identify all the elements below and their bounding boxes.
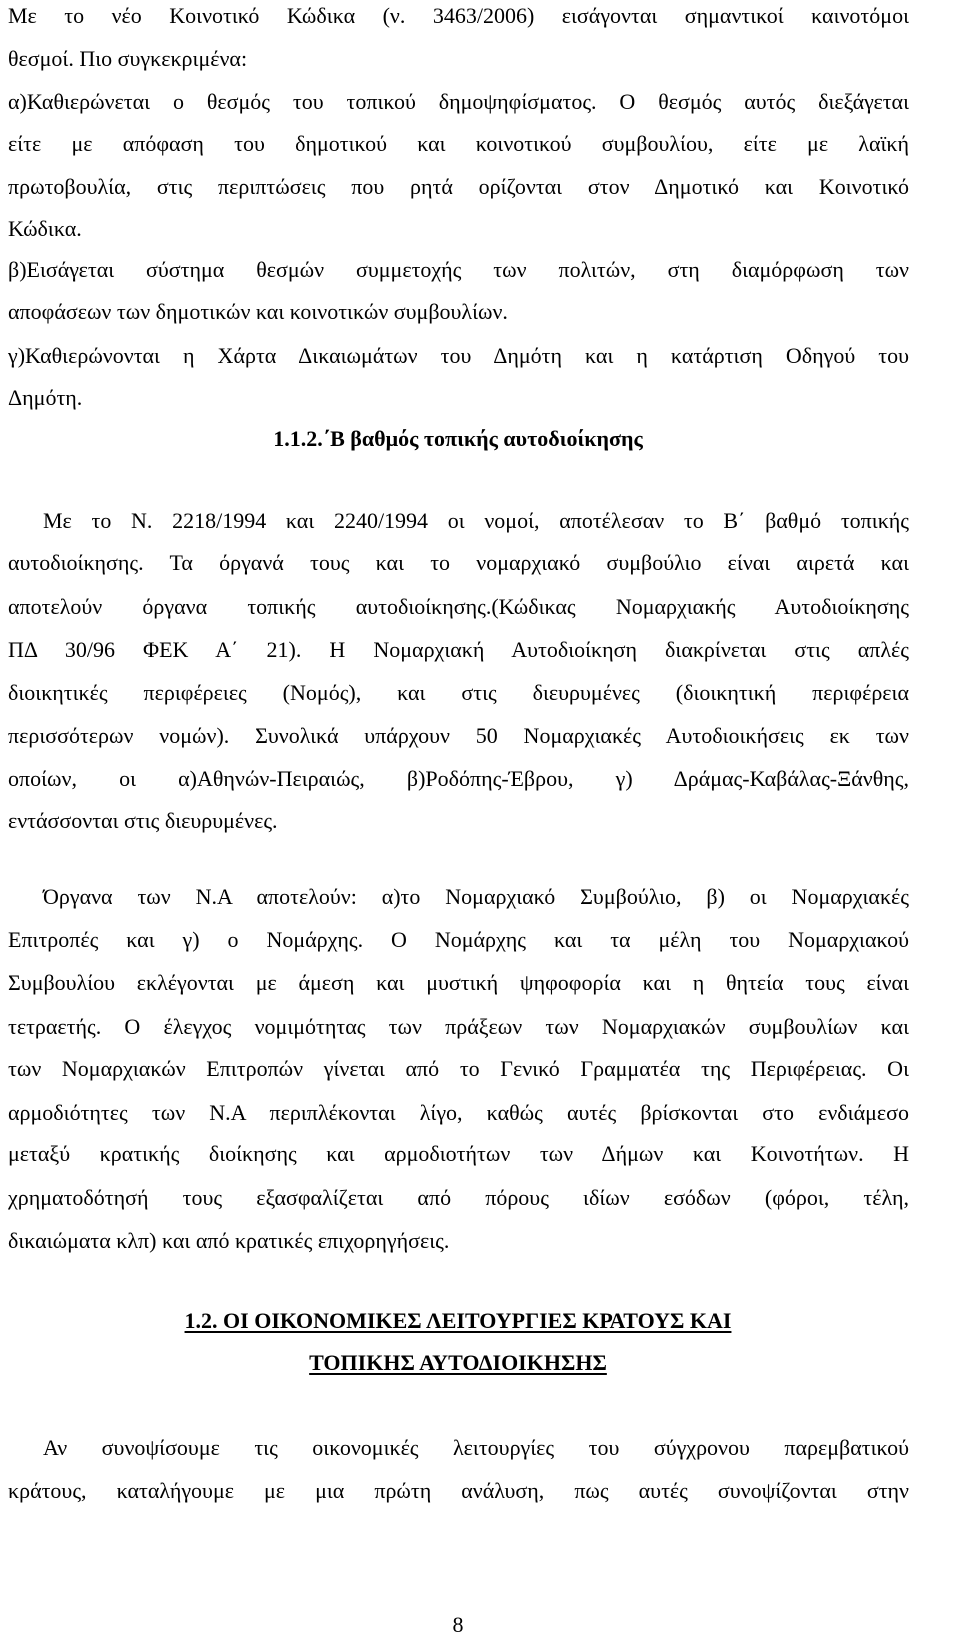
text-line: αυτοδιοίκησης. Τα όργανά τους και το νομαρχιακό συμβούλιο είναι αιρετά και [8, 550, 909, 575]
text-line: γ)Καθιερώνονται η Χάρτα Δικαιωμάτων του Δημότη και η κατάρτιση Οδηγού του [8, 343, 909, 368]
text-line: β)Εισάγεται σύστημα θεσμών συμμετοχής των πολιτών, στη διαμόρφωση των [8, 257, 909, 282]
text-line: Κώδικα. [8, 216, 82, 241]
section-heading-line-2 [0, 1350, 916, 1376]
section-heading-text: 1.2. ΟΙ ΟΙΚΟΝΟΜΙΚΕΣ ΛΕΙΤΟΥΡΓΙΕΣ ΚΡΑΤΟΥΣ ΚΑΙ [184, 1308, 732, 1333]
text-line: α)Καθιερώνεται ο θεσμός του τοπικού δημοψηφίσματος. Ο θεσμός αυτός διεξάγεται [8, 89, 909, 114]
text-line: αποτελούν όργανα τοπικής αυτοδιοίκησης.(Κώδικας Νομαρχιακής Αυτοδιοίκησης [8, 594, 909, 619]
text-line: μεταξύ κρατικής διοίκησης και αρμοδιοτήτων των Δήμων και Κοινοτήτων. Η [8, 1141, 909, 1166]
text-line: Επιτροπές και γ) ο Νομάρχης. Ο Νομάρχης και τα μέλη του Νομαρχιακού [8, 927, 909, 952]
text-line: περισσότερων νομών). Συνολικά υπάρχουν 50 Νομαρχιακές Αυτοδιοικήσεις εκ των [8, 723, 909, 748]
text-line: είτε με απόφαση του δημοτικού και κοινοτικού συμβουλίου, είτε με λαϊκή [8, 131, 909, 156]
text-line: οποίων, οι α)Αθηνών-Πειραιώς, β)Ροδόπης-Έβρου, γ) Δράμας-Καβάλας-Ξάνθης, [8, 766, 909, 791]
text-line: διοικητικές περιφέρειες (Νομός), και στις διευρυμένες (διοικητική περιφέρεια [8, 680, 909, 705]
text-line: Όργανα των Ν.Α αποτελούν: α)το Νομαρχιακό Συμβούλιο, β) οι Νομαρχιακές [43, 884, 909, 909]
subsection-heading: 1.1.2.΄Β βαθμός τοπικής αυτοδιοίκησης [273, 426, 643, 451]
text-line: εντάσσονται στις διευρυμένες. [8, 808, 278, 833]
text-line: Δημότη. [8, 385, 83, 410]
text-line: των Νομαρχιακών Επιτροπών γίνεται από το Γενικό Γραμματέα της Περιφέρειας. Οι [8, 1056, 909, 1081]
text-line: δικαιώματα κλπ) και από κρατικές επιχορηγήσεις. [8, 1228, 450, 1253]
section-heading-line-1 [0, 1308, 916, 1334]
text-line: Συμβουλίου εκλέγονται με άμεση και μυστική ψηφοφορία και η θητεία τους είναι [8, 970, 909, 995]
text-line: ΠΔ 30/96 ΦΕΚ Α΄ 21). Η Νομαρχιακή Αυτοδιοίκηση διακρίνεται στις απλές [8, 637, 909, 662]
text-line: Με το Ν. 2218/1994 και 2240/1994 οι νομοί, αποτέλεσαν το Β΄ βαθμό τοπικής [43, 508, 909, 533]
text-line: τετραετής. Ο έλεγχος νομιμότητας των πράξεων των Νομαρχιακών συμβουλίων και [8, 1014, 909, 1039]
text-line: Αν συνοψίσουμε τις οικονομικές λειτουργίες του σύγχρονου παρεμβατικού [43, 1435, 909, 1460]
text-line: πρωτοβουλία, στις περιπτώσεις που ρητά ορίζονται στον Δημοτικό και Κοινοτικό [8, 174, 909, 199]
text-line: Με το νέο Κοινοτικό Κώδικα (ν. 3463/2006) εισάγονται σημαντικοί καινοτόμοι [8, 3, 909, 28]
text-line: θεσμοί. Πιο συγκεκριμένα: [8, 46, 248, 71]
page-number: 8 [452, 1612, 464, 1637]
text-line: αρμοδιότητες των Ν.Α περιπλέκονται λίγο, καθώς αυτές βρίσκονται στο ενδιάμεσο [8, 1100, 909, 1125]
text-line: χρηματοδότησή τους εξασφαλίζεται από πόρους ιδίων εσόδων (φόροι, τέλη, [8, 1185, 909, 1210]
section-heading-text: ΤΟΠΙΚΗΣ ΑΥΤΟΔΙΟΙΚΗΣΗΣ [309, 1350, 607, 1375]
text-line: κράτους, καταλήγουμε με μια πρώτη ανάλυση, πως αυτές συνοψίζονται στην [8, 1478, 909, 1503]
text-line: αποφάσεων των δημοτικών και κοινοτικών συμβουλίων. [8, 299, 508, 324]
